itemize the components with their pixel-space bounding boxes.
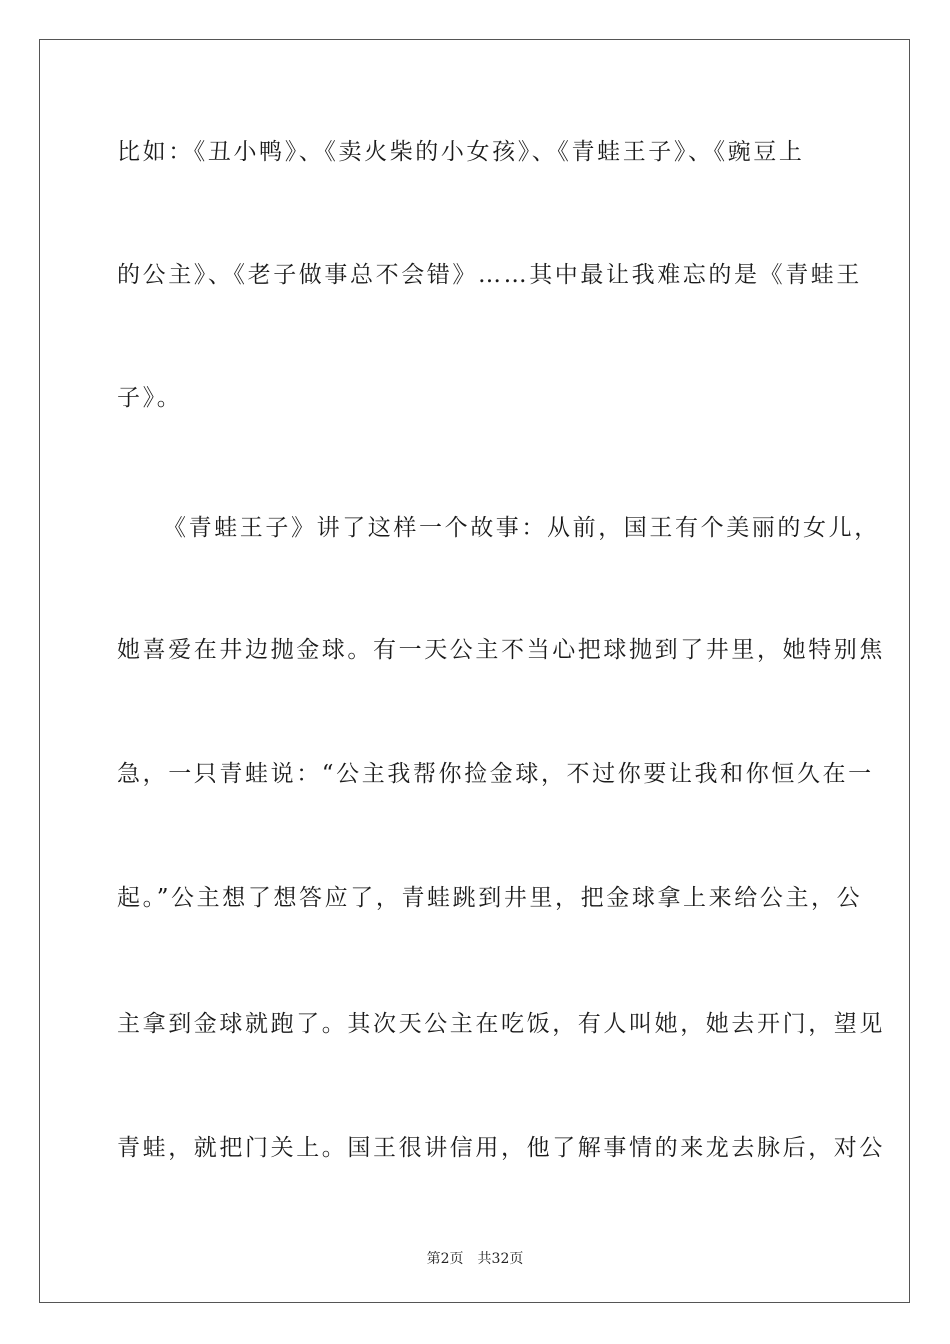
page-number: 第2页 <box>426 1251 464 1267</box>
text-line-7: 起。”公主想了想答应了，青蛙跳到井里，把金球拿上来给公主，公 <box>117 885 863 911</box>
text-line-6: 急，一只青蛙说：“公主我帮你捡金球，不过你要让我和你恒久在一 <box>117 761 874 787</box>
paragraph-2-line-1: 《青蛙王子》讲了这样一个故事：从前，国王有个美丽的女儿， <box>163 515 880 541</box>
page-footer <box>0 1248 950 1268</box>
text-line-8: 主拿到金球就跑了。其次天公主在吃饭，有人叫她，她去开门，望见 <box>117 1011 885 1037</box>
text-line-2: 的公主》、《老子做事总不会错》……其中最让我难忘的是《青蛙王 <box>117 262 862 288</box>
text-line-1: 比如：《丑小鸭》、《卖火柴的小女孩》、《青蛙王子》、《豌豆上 <box>117 139 805 165</box>
page-total: 共32页 <box>477 1251 524 1267</box>
page-border <box>39 39 910 1303</box>
text-line-5: 她喜爱在井边抛金球。有一天公主不当心把球抛到了井里，她特别焦 <box>117 637 885 663</box>
text-line-9: 青蛙，就把门关上。国王很讲信用，他了解事情的来龙去脉后，对公 <box>117 1135 885 1161</box>
text-line-3: 子》。 <box>117 385 183 411</box>
